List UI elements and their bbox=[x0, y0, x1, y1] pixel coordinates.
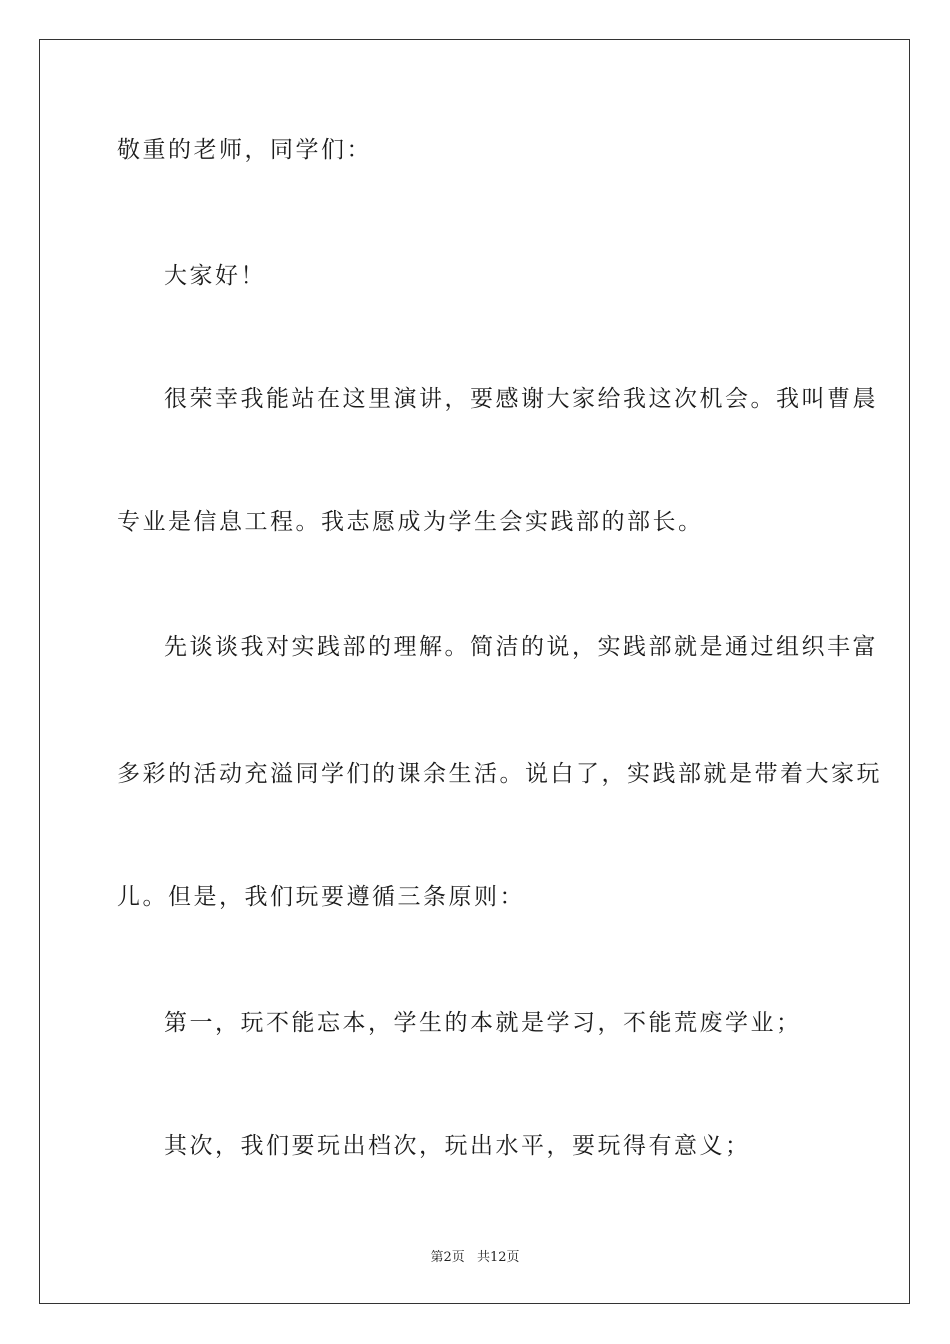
page-footer bbox=[0, 1246, 950, 1265]
paragraph-line: 很荣幸我能站在这里演讲，要感谢大家给我这次机会。我叫曹晨 bbox=[164, 386, 878, 412]
paragraph-line: 专业是信息工程。我志愿成为学生会实践部的部长。 bbox=[117, 509, 704, 535]
paragraph-line: 第一，玩不能忘本，学生的本就是学习，不能荒废学业； bbox=[164, 1010, 802, 1036]
greeting-line: 大家好！ bbox=[164, 263, 266, 289]
paragraph-line: 儿。但是，我们玩要遵循三条原则： bbox=[117, 884, 525, 910]
page-total: 共12页 bbox=[476, 1250, 520, 1265]
page-border bbox=[39, 39, 910, 1304]
paragraph-line: 先谈谈我对实践部的理解。简洁的说，实践部就是通过组织丰富 bbox=[164, 634, 878, 660]
paragraph-line: 其次，我们要玩出档次，玩出水平，要玩得有意义； bbox=[164, 1133, 751, 1159]
salutation-line: 敬重的老师，同学们： bbox=[117, 137, 372, 163]
page-current: 第2页 bbox=[430, 1250, 465, 1265]
paragraph-line: 多彩的活动充溢同学们的课余生活。说白了，实践部就是带着大家玩 bbox=[117, 761, 882, 787]
